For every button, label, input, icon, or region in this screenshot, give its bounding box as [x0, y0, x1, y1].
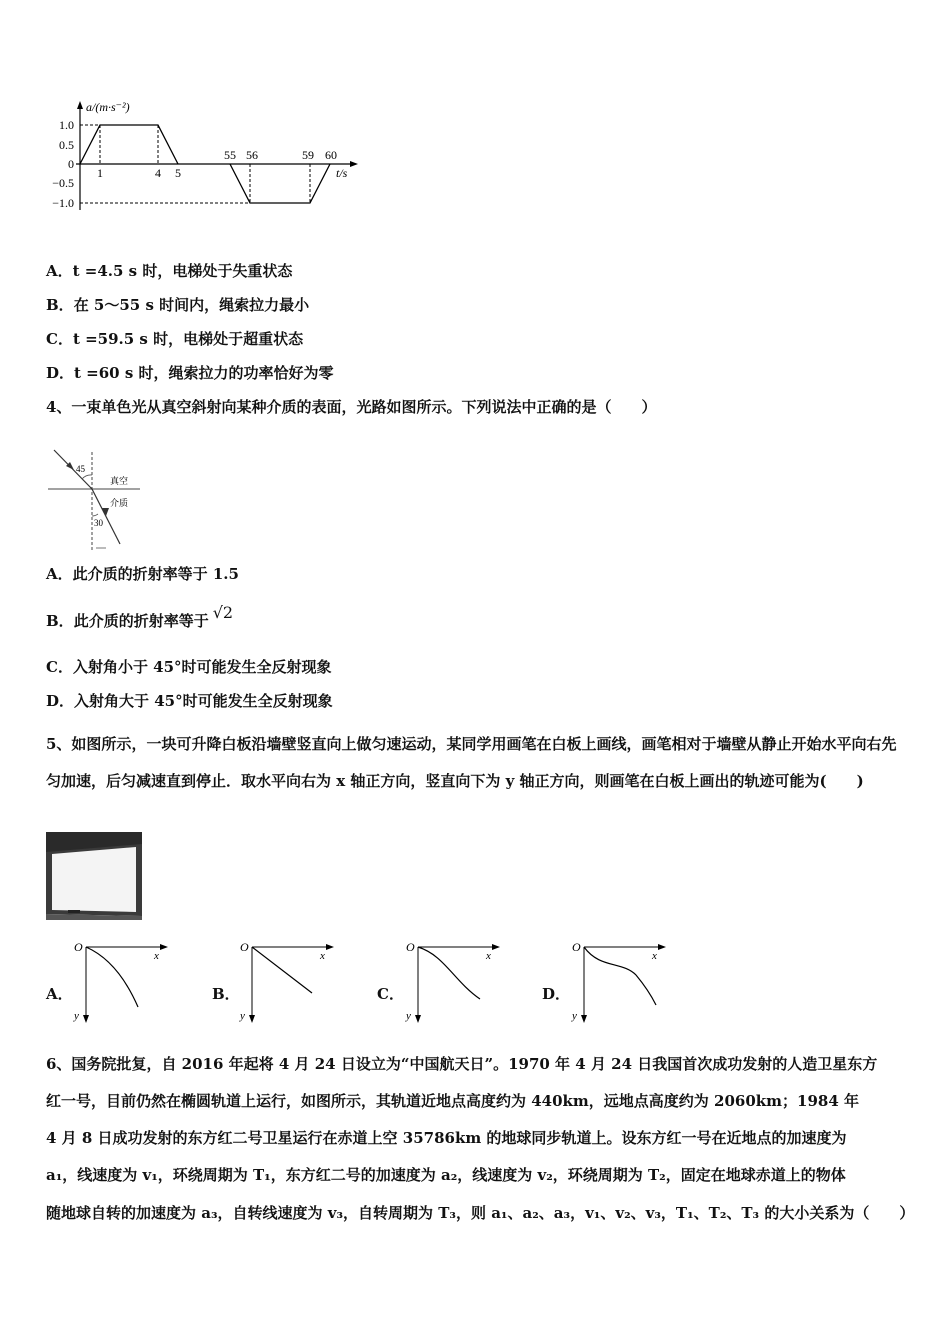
q5-option-c-letter: C． — [377, 985, 404, 1003]
x-label: x — [320, 950, 325, 962]
q3-option-b: B．在 5～55 s 时间内，绳索拉力最小 — [46, 296, 310, 314]
y-label: y — [74, 1010, 79, 1022]
y-label: y — [406, 1010, 411, 1022]
acceleration-time-graph — [40, 95, 370, 220]
x-tick: 55 — [224, 148, 236, 162]
x-tick: 5 — [175, 166, 181, 180]
sqrt-two: √2 — [212, 603, 234, 622]
x-label: x — [486, 950, 491, 962]
x-tick: 4 — [155, 166, 161, 180]
q4-option-b: B．此介质的折射率等于 √2 — [46, 603, 234, 630]
y-tick: −1.0 — [52, 196, 74, 210]
q5-option-b-letter: B． — [212, 985, 240, 1003]
incidence-angle-label: 45 — [76, 464, 85, 474]
q3-option-d: D．t =60 s 时，绳索拉力的功率恰好为零 — [46, 364, 334, 382]
x-tick: 60 — [325, 148, 337, 162]
q4-option-c: C．入射角小于 45°时可能发生全反射现象 — [46, 658, 332, 676]
q5-option-graphs — [40, 935, 680, 1027]
y-tick: 0.5 — [59, 138, 74, 152]
q3-option-a: A．t =4.5 s 时，电梯处于失重状态 — [46, 262, 293, 280]
y-tick: 0 — [68, 157, 74, 171]
x-tick: 1 — [97, 166, 103, 180]
x-axis-label: t/s — [336, 166, 348, 180]
y-label: y — [572, 1010, 577, 1022]
q5-option-d-letter: D． — [542, 985, 571, 1003]
medium-label: 介质 — [110, 498, 129, 508]
y-label: y — [240, 1010, 245, 1022]
vacuum-label: 真空 — [110, 476, 129, 486]
q3-option-c: C．t =59.5 s 时，电梯处于超重状态 — [46, 330, 304, 348]
q6-stem-line-1: 6、国务院批复，自 2016 年起将 4 月 24 日设立为“中国航天日”。1970 年 4 月 24 日我国首次成功发射的人造卫星东方 — [46, 1055, 878, 1073]
origin-label: O — [240, 940, 249, 954]
q5-option-a-letter: A． — [46, 985, 73, 1003]
q4-option-a: A．此介质的折射率等于 1.5 — [46, 565, 239, 583]
origin-label: O — [406, 940, 415, 954]
y-tick: 1.0 — [59, 118, 74, 132]
y-tick: −0.5 — [52, 176, 74, 190]
q6-stem-line-2: 红一号，目前仍然在椭圆轨道上运行，如图所示，其轨道近地点高度约为 440km，远地点高度约为 2060km；1984 年 — [46, 1092, 860, 1110]
refraction-angle-label: 30 — [94, 518, 103, 528]
y-axis-label: a/(m·s⁻²) — [86, 100, 130, 114]
origin-label: O — [74, 940, 83, 954]
x-tick: 59 — [302, 148, 314, 162]
q6-stem-line-3: 4 月 8 日成功发射的东方红二号卫星运行在赤道上空 35786km 的地球同步轨道上。设东方红一号在近地点的加速度为 — [46, 1129, 847, 1147]
q4-stem: 4、一束单色光从真空斜射向某种介质的表面，光路如图所示。下列说法中正确的是（ ） — [46, 398, 657, 416]
q6-stem-line-5: 随地球自转的加速度为 a₃，自转线速度为 v₃，自转周期为 T₃，则 a₁、a₂、a₃，v₁、v₂、v₃，T₁、T₂、T₃ 的大小关系为（ ） — [46, 1204, 915, 1222]
origin-label: O — [572, 940, 581, 954]
whiteboard-photo — [46, 832, 142, 920]
x-label: x — [154, 950, 159, 962]
q5-stem: 5、如图所示，一块可升降白板沿墙壁竖直向上做匀速运动，某同学用画笔在白板上画线，画笔相对于墙壁从静止开始水平向右先匀加速，后匀减速直到停止．取水平向右为 x 轴正方向，竖直向下为 y 轴正方向，则画笔在白板上画出的轨迹可能为( ) — [46, 735, 897, 790]
q6-stem-line-4: a₁，线速度为 v₁，环绕周期为 T₁，东方红二号的加速度为 a₂，线速度为 v₂，环绕周期为 T₂，固定在地球赤道上的物体 — [46, 1166, 846, 1184]
q4-option-d: D．入射角大于 45°时可能发生全反射现象 — [46, 692, 333, 710]
x-label: x — [652, 950, 657, 962]
x-tick: 56 — [246, 148, 258, 162]
refraction-diagram — [44, 442, 154, 554]
